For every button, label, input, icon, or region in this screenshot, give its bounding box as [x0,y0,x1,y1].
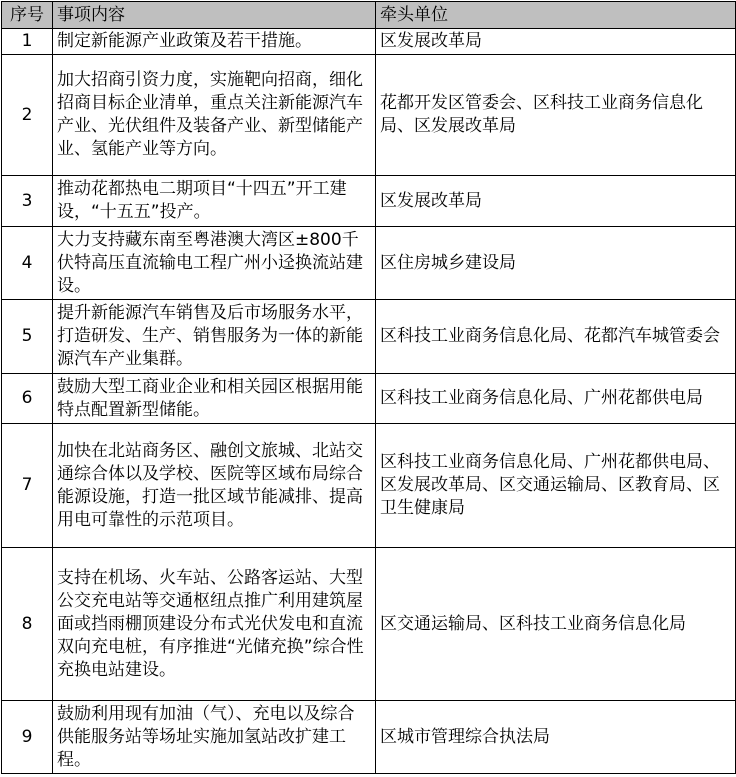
row-content: 提升新能源汽车销售及后市场服务水平，打造研发、生产、销售服务为一体的新能源汽车产业集群。 [53,300,376,374]
table-row [2,55,736,176]
row-lead-unit: 区发展改革局 [376,29,736,55]
header-content: 事项内容 [53,2,376,29]
row-lead-unit: 区城市管理综合执法局 [376,701,736,774]
row-number: 9 [2,701,53,774]
header-serial-number: 序号 [2,2,53,29]
table-row [2,548,736,701]
row-content: 鼓励利用现有加油（气）、充电以及综合供能服务站等场址实施加氢站改扩建工程。 [53,701,376,774]
table-row [2,29,736,55]
row-lead-unit: 区科技工业商务信息化局、广州花都供电局、区发展改革局、区交通运输局、区教育局、区卫生健康局 [376,424,736,548]
table-row [2,424,736,548]
row-lead-unit: 花都开发区管委会、区科技工业商务信息化局、区发展改革局 [376,55,736,176]
row-content: 制定新能源产业政策及若干措施。 [53,29,376,55]
row-content: 推动花都热电二期项目“十四五”开工建设，“十五五”投产。 [53,176,376,227]
row-lead-unit: 区科技工业商务信息化局、广州花都供电局 [376,374,736,424]
row-number: 2 [2,55,53,176]
table-header-row [2,2,736,29]
row-number: 1 [2,29,53,55]
row-content: 支持在机场、火车站、公路客运站、大型公交充电站等交通枢纽点推广利用建筑屋面或挡雨棚顶建设分布式光伏发电和直流双向充电桩，有序推进“光储充换”综合性充换电站建设。 [53,548,376,701]
row-content: 加快在北站商务区、融创文旅城、北站交通综合体以及学校、医院等区域布局综合能源设施，打造一批区域节能减排、提高用电可靠性的示范项目。 [53,424,376,548]
row-number: 5 [2,300,53,374]
table-row [2,176,736,227]
row-lead-unit: 区科技工业商务信息化局、花都汽车城管委会 [376,300,736,374]
header-lead-unit: 牵头单位 [376,2,736,29]
row-number: 4 [2,227,53,300]
row-lead-unit: 区交通运输局、区科技工业商务信息化局 [376,548,736,701]
table-row [2,374,736,424]
row-number: 8 [2,548,53,701]
row-number: 3 [2,176,53,227]
table-row [2,227,736,300]
row-lead-unit: 区住房城乡建设局 [376,227,736,300]
row-content: 加大招商引资力度，实施靶向招商，细化招商目标企业清单，重点关注新能源汽车产业、光伏组件及装备产业、新型储能产业、氢能产业等方向。 [53,55,376,176]
row-content: 大力支持藏东南至粤港澳大湾区±800千伏特高压直流输电工程广州小迳换流站建设。 [53,227,376,300]
row-number: 6 [2,374,53,424]
table-row [2,701,736,774]
row-number: 7 [2,424,53,548]
task-table [1,1,736,774]
row-lead-unit: 区发展改革局 [376,176,736,227]
row-content: 鼓励大型工商业企业和相关园区根据用能特点配置新型储能。 [53,374,376,424]
table-row [2,300,736,374]
